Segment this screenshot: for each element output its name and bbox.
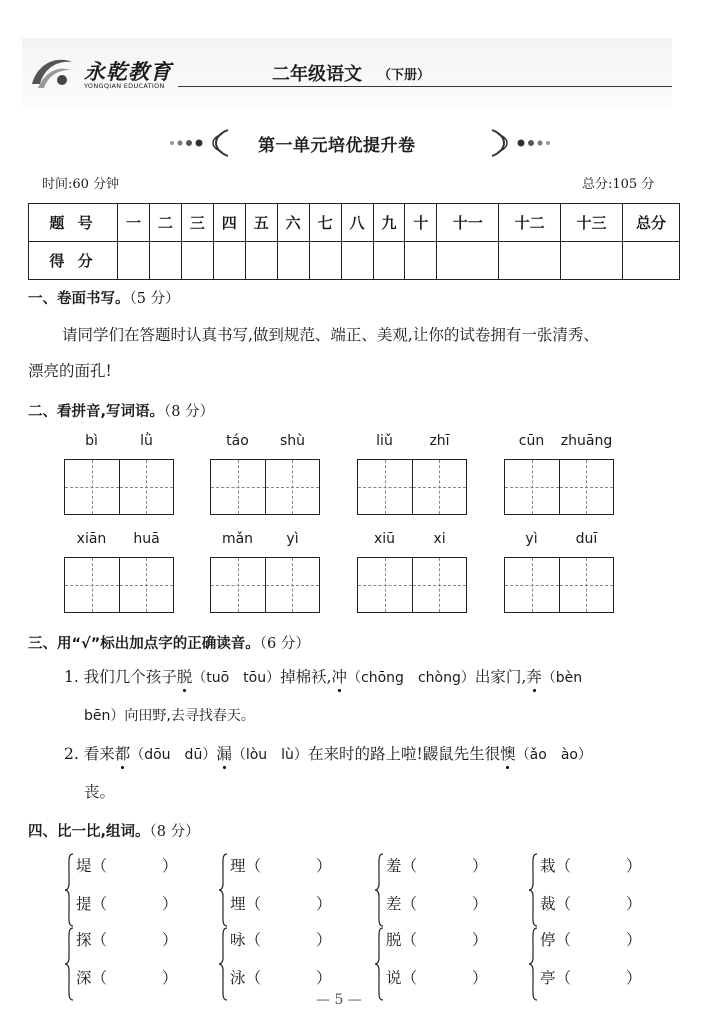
section-points: （8 分）	[164, 404, 215, 420]
compare-pair	[374, 926, 494, 1002]
volume-label: （下册）	[378, 68, 431, 83]
answer-close: ）	[626, 895, 642, 913]
compare-char: 提	[76, 895, 92, 913]
answer-open[interactable]: （	[401, 895, 418, 913]
answer-open[interactable]: （	[555, 857, 572, 875]
q1-options-3[interactable]: （bèn	[541, 670, 583, 686]
q2-text-a: 2. 看来	[64, 745, 115, 763]
pinyin-label: duī	[575, 531, 598, 547]
answer-open[interactable]: （	[91, 857, 108, 875]
score-cell[interactable]	[373, 242, 405, 280]
pinyin-label: xiān	[76, 531, 107, 547]
q2-dotted-char-3: 懊	[500, 745, 516, 763]
score-cell-total[interactable]	[623, 242, 680, 280]
compare-pair	[64, 926, 184, 1002]
compare-word-row	[230, 928, 332, 950]
score-row	[29, 242, 680, 280]
question-1	[64, 665, 582, 687]
col-header: 九	[373, 204, 405, 242]
compare-word-row	[230, 892, 332, 914]
answer-close: ）	[316, 969, 332, 987]
section-title: 一、卷面书写。	[28, 291, 130, 307]
compare-char: 堤	[76, 857, 92, 875]
brand-name: 永乾教育	[84, 59, 172, 84]
time-limit: 时间:60 分钟	[42, 177, 120, 192]
compare-char: 亭	[540, 969, 556, 987]
compare-char: 理	[230, 857, 246, 875]
row-label: 得 分	[29, 242, 118, 280]
writing-cell[interactable]	[120, 460, 174, 514]
compare-word-row	[76, 966, 178, 988]
writing-cell[interactable]	[413, 558, 467, 612]
writing-cell[interactable]	[65, 558, 120, 612]
compare-char: 羞	[386, 857, 402, 875]
compare-char: 裁	[540, 895, 556, 913]
pinyin-word-box	[504, 433, 614, 515]
answer-open[interactable]: （	[91, 895, 108, 913]
brace-icon	[64, 852, 74, 928]
pinyin-label: yì	[286, 531, 299, 547]
question-2	[64, 742, 592, 764]
score-cell[interactable]	[245, 242, 277, 280]
pinyin-word-box	[357, 433, 467, 515]
answer-open[interactable]: （	[401, 857, 418, 875]
section-points: （8 分）	[149, 824, 200, 840]
writing-grid[interactable]	[64, 459, 174, 515]
answer-open[interactable]: （	[245, 931, 262, 949]
compare-char: 泳	[230, 969, 246, 987]
score-cell[interactable]	[309, 242, 341, 280]
section-2-heading	[28, 400, 214, 421]
compare-char: 探	[76, 931, 92, 949]
brace-icon	[64, 926, 74, 1002]
compare-char: 埋	[230, 895, 246, 913]
writing-grid[interactable]	[64, 557, 174, 613]
brace-icon	[374, 852, 384, 928]
section-points: （6 分）	[259, 636, 310, 652]
score-cell[interactable]	[561, 242, 623, 280]
answer-close: ）	[162, 969, 178, 987]
pinyin-label: shù	[279, 433, 306, 449]
writing-cell[interactable]	[211, 460, 266, 514]
pinyin-label: zhuāng	[560, 433, 613, 449]
answer-close: ）	[162, 857, 178, 875]
writing-grid[interactable]	[504, 557, 614, 613]
pinyin-label: xiū	[373, 531, 396, 547]
writing-cell[interactable]	[266, 558, 320, 612]
pinyin-label: yì	[525, 531, 538, 547]
col-header: 十二	[499, 204, 561, 242]
compare-word-row	[386, 966, 488, 988]
left-ornament-icon	[168, 128, 238, 158]
compare-char: 停	[540, 931, 556, 949]
pinyin-label: liǔ	[376, 433, 393, 449]
col-header: 十一	[437, 204, 499, 242]
right-ornament-icon	[482, 128, 552, 158]
answer-open[interactable]: （	[401, 931, 418, 949]
compare-word-row	[540, 966, 642, 988]
score-table	[28, 203, 680, 280]
compare-pair	[218, 926, 338, 1002]
compare-pair	[374, 852, 494, 928]
col-header: 八	[341, 204, 373, 242]
writing-cell[interactable]	[505, 558, 560, 612]
q1-text-a: 1. 我们几个孩子	[64, 668, 177, 686]
col-header: 一	[118, 204, 150, 242]
answer-close: ）	[626, 969, 642, 987]
pinyin-word-box	[357, 531, 467, 613]
q1-text-line2: bēn）向田野,去寻找春天。	[84, 708, 255, 724]
score-cell[interactable]	[277, 242, 309, 280]
answer-close: ）	[472, 857, 488, 875]
score-cell[interactable]	[149, 242, 181, 280]
score-cell[interactable]	[405, 242, 437, 280]
pinyin-word-box	[64, 531, 174, 613]
section-title: 四、比一比,组词。	[28, 824, 150, 840]
pinyin-label: mǎn	[221, 531, 254, 547]
answer-close: ）	[472, 931, 488, 949]
writing-cell[interactable]	[560, 460, 614, 514]
pinyin-label: zhī	[429, 433, 450, 449]
compare-word-row	[540, 928, 642, 950]
q1-dotted-char-1: 脱	[176, 668, 193, 686]
answer-open[interactable]: （	[91, 931, 108, 949]
writing-cell[interactable]	[413, 460, 467, 514]
brace-icon	[374, 926, 384, 1002]
writing-grid[interactable]	[357, 557, 467, 613]
brace-icon	[218, 926, 228, 1002]
answer-close: ）	[162, 895, 178, 913]
brand-logo-icon	[28, 54, 74, 92]
compare-char: 说	[386, 969, 402, 987]
pinyin-word-box	[64, 433, 174, 515]
col-header: 三	[181, 204, 213, 242]
brace-icon	[528, 852, 538, 928]
answer-open[interactable]: （	[555, 931, 572, 949]
answer-open[interactable]: （	[555, 895, 572, 913]
q2-text-b: 在来时的路上啦!鼹鼠先生很	[307, 745, 501, 763]
section-3-heading	[28, 632, 310, 653]
compare-word-row	[76, 928, 178, 950]
section-1-line-2: 漂亮的面孔!	[28, 362, 112, 380]
writing-grid[interactable]	[357, 459, 467, 515]
q2-options-2[interactable]: （lòu lù）	[231, 747, 308, 763]
brace-icon	[528, 926, 538, 1002]
section-title: 二、看拼音,写词语。	[28, 404, 165, 420]
unit-title: 第一单元培优提升卷	[258, 136, 416, 156]
pinyin-label: cūn	[518, 433, 545, 449]
pinyin-word-box	[210, 531, 320, 613]
q1-options-2[interactable]: （chōng chòng）	[347, 670, 475, 686]
writing-grid[interactable]	[210, 459, 320, 515]
writing-cell[interactable]	[120, 558, 174, 612]
writing-cell[interactable]	[358, 460, 413, 514]
answer-close: ）	[316, 857, 332, 875]
writing-cell[interactable]	[358, 558, 413, 612]
section-title: 三、用“√”标出加点字的正确读音。	[28, 636, 260, 652]
compare-word-row	[230, 966, 332, 988]
compare-char: 咏	[230, 931, 246, 949]
answer-close: ）	[316, 931, 332, 949]
writing-cell[interactable]	[560, 558, 614, 612]
col-header: 五	[245, 204, 277, 242]
compare-pair	[64, 852, 184, 928]
answer-close: ）	[472, 969, 488, 987]
answer-open[interactable]: （	[245, 895, 262, 913]
page-number: — 5 —	[316, 992, 362, 1008]
compare-pair	[528, 926, 648, 1002]
q2-options-3[interactable]: （ǎo ào）	[515, 747, 592, 763]
score-cell[interactable]	[341, 242, 373, 280]
q2-dotted-char-2: 漏	[216, 745, 232, 763]
compare-char: 栽	[540, 857, 556, 875]
col-header: 十	[405, 204, 437, 242]
score-cell[interactable]	[213, 242, 245, 280]
col-header: 七	[309, 204, 341, 242]
compare-pair	[528, 852, 648, 928]
compare-word-row	[386, 928, 488, 950]
compare-pair	[218, 852, 338, 928]
section-4-heading	[28, 820, 200, 841]
compare-word-row	[540, 854, 642, 876]
writing-cell[interactable]	[505, 460, 560, 514]
section-1-heading	[28, 287, 180, 308]
col-header-total: 总分	[623, 204, 680, 242]
col-header: 四	[213, 204, 245, 242]
compare-word-row	[386, 854, 488, 876]
section-points: （5 分）	[129, 291, 180, 307]
compare-word-row	[76, 854, 178, 876]
col-header: 十三	[561, 204, 623, 242]
col-header: 六	[277, 204, 309, 242]
writing-cell[interactable]	[211, 558, 266, 612]
answer-open[interactable]: （	[401, 969, 418, 987]
pinyin-label: xi	[433, 531, 446, 547]
compare-word-row	[386, 892, 488, 914]
score-cell[interactable]	[437, 242, 499, 280]
answer-close: ）	[626, 857, 642, 875]
answer-open[interactable]: （	[245, 857, 262, 875]
compare-char: 深	[76, 969, 92, 987]
header-rule	[178, 86, 672, 87]
score-cell[interactable]	[181, 242, 213, 280]
compare-word-row	[230, 854, 332, 876]
score-cell[interactable]	[499, 242, 561, 280]
q1-text-d: 出家门,	[474, 668, 527, 686]
score-cell[interactable]	[118, 242, 150, 280]
pinyin-word-box	[504, 531, 614, 613]
writing-grid[interactable]	[210, 557, 320, 613]
compare-word-row	[540, 892, 642, 914]
question-number-row	[29, 204, 680, 242]
answer-close: ）	[162, 931, 178, 949]
answer-close: ）	[472, 895, 488, 913]
q1-dotted-char-3: 奔	[526, 668, 542, 686]
pinyin-label: táo	[226, 433, 249, 449]
total-score: 总分:105 分	[582, 177, 655, 192]
answer-open[interactable]: （	[555, 969, 572, 987]
pinyin-label: lǜ	[140, 433, 153, 449]
q1-options-1[interactable]: （tuō tōu）	[192, 670, 281, 686]
question-1-line-2	[84, 705, 255, 725]
pinyin-label: bì	[85, 433, 98, 449]
question-2-line-2: 丧。	[84, 783, 116, 801]
row-label: 题 号	[29, 204, 118, 242]
answer-open[interactable]: （	[245, 969, 262, 987]
writing-cell[interactable]	[266, 460, 320, 514]
compare-char: 脱	[386, 931, 402, 949]
brace-icon	[218, 852, 228, 928]
col-header: 二	[149, 204, 181, 242]
q2-options-1[interactable]: （dōu dū）	[130, 747, 217, 763]
q1-dotted-char-2: 冲	[331, 668, 348, 686]
subject-title: 二年级语文	[272, 64, 362, 85]
compare-char: 差	[386, 895, 402, 913]
answer-close: ）	[626, 931, 642, 949]
compare-word-row	[76, 892, 178, 914]
q1-text-b: 掉棉袄,	[280, 668, 332, 686]
answer-close: ）	[316, 895, 332, 913]
writing-cell[interactable]	[65, 460, 120, 514]
q2-dotted-char-1: 都	[114, 745, 131, 763]
pinyin-label: huā	[133, 531, 160, 547]
pinyin-word-box	[210, 433, 320, 515]
answer-open[interactable]: （	[91, 969, 108, 987]
brand-name-en: YONGQIAN EDUCATION	[84, 82, 165, 90]
section-1-line-1: 请同学们在答题时认真书写,做到规范、端正、美观,让你的试卷拥有一张清秀、	[62, 326, 599, 344]
writing-grid[interactable]	[504, 459, 614, 515]
